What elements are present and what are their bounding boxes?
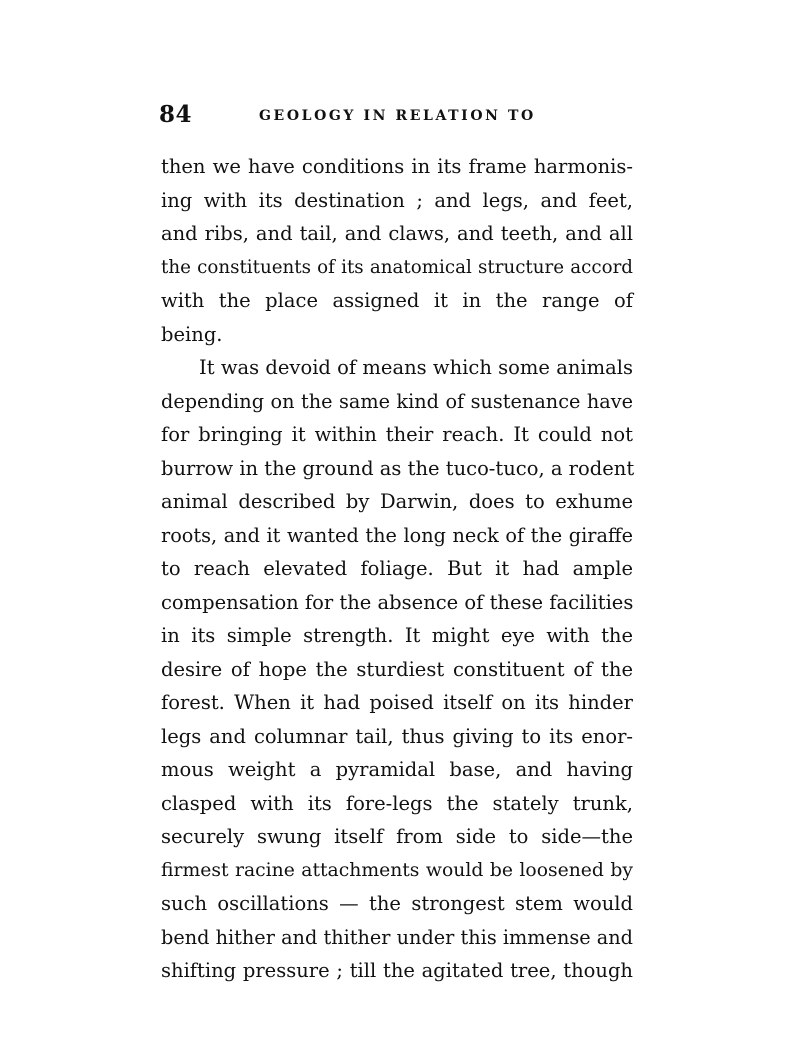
text-line: shifting pressure ; till the agitated tree, though [161,959,633,982]
text-line: roots, and it wanted the long neck of the giraffe [161,523,633,547]
text-line: mous weight a pyramidal base, and having [161,758,633,781]
text-line: the constituents of its anatomical structure accord [161,256,633,278]
text-line: forest. When it had poised itself on its hinder [161,691,633,714]
text-line: firmest racine attachments would be loosened by [161,859,633,881]
text-line: with the place assigned it in the range of [161,289,633,312]
text-line: burrow in the ground as the tuco-tuco, a rodent [161,456,635,480]
text-line: such oscillations — the strongest stem would [161,892,633,915]
page-header [159,101,639,137]
text-line: ing with its destination ; and legs, and feet, [161,188,633,212]
text-line: compensation for the absence of these facilities [161,590,634,614]
text-line: animal described by Darwin, does to exhume [161,490,633,513]
text-line: then we have conditions in its frame harmonis- [161,155,633,178]
text-line: and ribs, and tail, and claws, and teeth, and all [161,222,633,245]
body-text [161,150,633,988]
text-line: being. [161,322,223,346]
page-number: 84 [159,101,193,128]
text-line: desire of hope the sturdiest constituent of the [161,657,633,681]
text-line: securely swung itself from side to side—the [161,825,633,848]
text-line: in its simple strength. It might eye with the [161,624,633,647]
text-line: to reach elevated foliage. But it had ample [161,557,633,580]
text-line: depending on the same kind of sustenance have [161,389,633,413]
running-title: GEOLOGY IN RELATION TO [259,108,536,124]
text-line: legs and columnar tail, thus giving to its enor- [161,724,633,748]
text-line: bend hither and thither under this immense and [161,925,633,949]
text-line: clasped with its fore-legs the stately trunk, [161,791,633,815]
text-line: It was devoid of means which some animals [199,356,633,379]
text-line: for bringing it within their reach. It could not [161,423,633,446]
